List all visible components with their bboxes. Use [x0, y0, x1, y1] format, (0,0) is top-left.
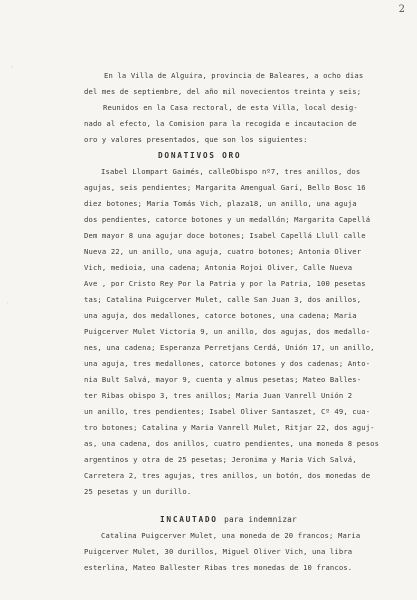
donativos-line: Carretera 2, tres agujas, tres anillos, un botón, dos monedas de — [84, 471, 371, 480]
donativos-line: Isabel Llompart Gaimés, calleObispo nº7, tres anillos, dos — [101, 167, 361, 176]
opening-line: En la Villa de Alguira, provincia de Baleares, a ocho dias — [104, 71, 364, 80]
donativos-line: Vich, medioia, una cadena; Antonia Rojoi Oliver, Calle Nueva — [84, 263, 353, 272]
donativos-line: 25 pesetas y un durillo. — [84, 487, 192, 496]
donativos-line: Ave , por Cristo Rey Por la Patria y por la Patria, 100 pesetas — [84, 279, 366, 288]
donativos-line: as, una cadena, dos anillos, cuatro pendientes, una moneda 8 pesos — [84, 439, 380, 448]
donativos-line: nes, una cadena; Esperanza Perretjans Cerdá, Unión 17, un anillo, — [84, 343, 375, 352]
donativos-heading: DONATIVOS ORO — [158, 151, 242, 160]
donativos-line: una aguja, tres medallones, catorce botones y dos cadenas; Anto- — [84, 359, 371, 368]
donativos-line: una aguja, dos medallones, catorce botones, una cadena; Maria — [84, 311, 357, 320]
opening-line: nado al efecto, la Comision para la recogida e incautacion de — [84, 119, 357, 128]
donativos-line: agujas, seis pendientes; Margarita Amengual Garí, Bello Bosc 16 — [84, 183, 366, 192]
incautado-line: Puigcerver Mulet, 30 durillos, Miguel Oliver Vich, una libra — [84, 547, 353, 556]
donativos-line: nia Bult Salvá, mayor 9, cuenta y almus pesetas; Mateo Balles- — [84, 375, 362, 384]
margin-mark: · — [10, 64, 14, 71]
page-number: 2 — [398, 4, 405, 15]
donativos-line: tro botones; Catalina y Maria Vanrell Mulet, Ritjar 22, dos aguj- — [84, 423, 375, 432]
donativos-line: Puigcerver Mulet Victoria 9, un anillo, dos agujas, dos medallo- — [84, 327, 371, 336]
opening-line: Reunidos en la Casa rectoral, de esta Villa, local desig- — [103, 103, 358, 112]
incautado-subtitle: para indemnizar — [224, 515, 297, 524]
donativos-line: dos pendientes, catorce botones y un medallón; Margarita Capellá — [84, 215, 371, 224]
incautado-line: Catalina Puigcerver Mulet, una moneda de 20 francos; Maria — [101, 531, 361, 540]
opening-line: del mes de septiembre, del año mil novecientos treinta y seis; — [84, 87, 362, 96]
incautado-heading — [160, 515, 297, 524]
donativos-line: Dem mayor 8 una agujar doce botones; Isabel Capellá Llull calle — [84, 231, 366, 240]
donativos-line: Nueva 22, un anillo, una aguja, cuatro botones; Antonia Oliver — [84, 247, 362, 256]
margin-mark: · — [6, 300, 10, 307]
donativos-line: tas; Catalina Puigcerver Mulet, calle San Juan 3, dos anillos, — [84, 295, 362, 304]
donativos-line: ter Ribas obispo 3, tres anillos; Maria Juan Vanrell Unión 2 — [84, 391, 353, 400]
incautado-line: esterlina, Mateo Ballester Ribas tres monedas de 10 francos. — [84, 563, 353, 572]
incautado-title: INCAUTADO — [160, 515, 218, 524]
donativos-line: argentinos y otra de 25 pesetas; Jeronima y Maria Vich Salvá, — [84, 455, 357, 464]
opening-line: oro y valores presentados, que son los siguientes: — [84, 135, 308, 144]
donativos-line: diez botones; Maria Tomás Vich, plaza18, un anillo, una aguja — [84, 199, 357, 208]
donativos-line: un anillo, tres pendientes; Isabel Oliver Santaszet, Cº 49, cua- — [84, 407, 371, 416]
